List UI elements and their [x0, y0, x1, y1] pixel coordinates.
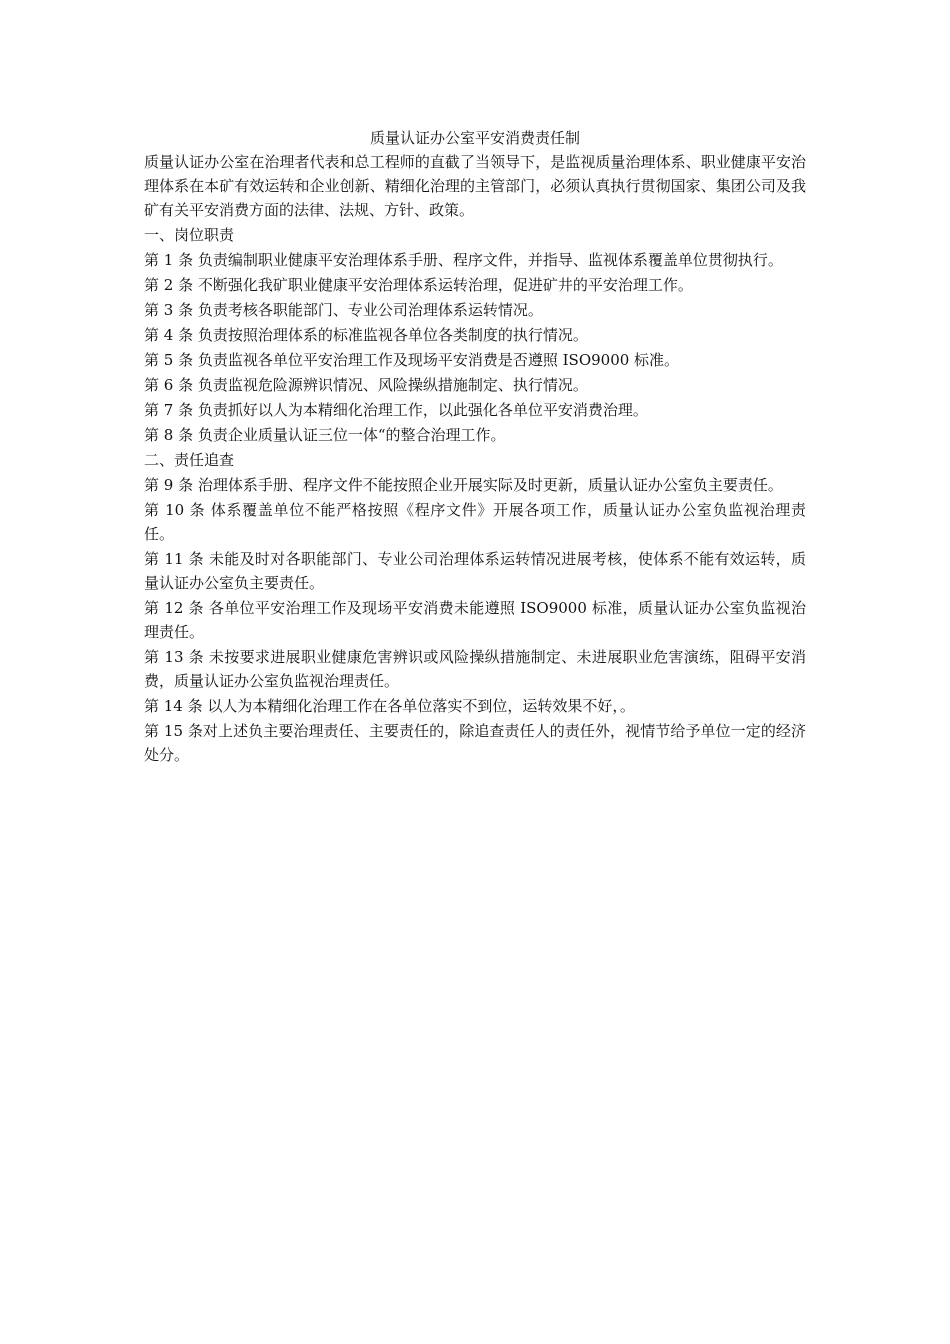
- article-4: 第 4 条 负责按照治理体系的标准监视各单位各类制度的执行情况。: [144, 326, 588, 344]
- document-page: [144, 126, 806, 768]
- article-5: 第 5 条 负责监视各单位平安治理工作及现场平安消费是否遵照 ISO9000 标准。: [144, 351, 680, 369]
- article-1: 第 1 条 负责编制职业健康平安治理体系手册、程序文件，并指导、监视体系覆盖单位贯彻执行。: [144, 251, 783, 269]
- section-heading-duties: 一、岗位职责: [144, 226, 235, 244]
- article-10: 第 10 条 体系覆盖单位不能严格按照《程序文件》开展各项工作，质量认证办公室负监视治理责任。: [144, 501, 806, 543]
- article-11: 第 11 条 未能及时对各职能部门、专业公司治理体系运转情况进展考核，使体系不能有效运转，质量认证办公室负主要责任。: [144, 550, 806, 592]
- section-heading-accountability: 二、责任追查: [144, 451, 235, 469]
- article-15: 第 15 条对上述负主要治理责任、主要责任的，除追查责任人的责任外，视情节给予单位一定的经济处分。: [144, 722, 806, 764]
- article-2: 第 2 条 不断强化我矿职业健康平安治理体系运转治理，促进矿井的平安治理工作。: [144, 276, 693, 294]
- article-13: 第 13 条 未按要求进展职业健康危害辨识或风险操纵措施制定、未进展职业危害演练，阻碍平安消费，质量认证办公室负监视治理责任。: [144, 648, 806, 690]
- article-7: 第 7 条 负责抓好以人为本精细化治理工作，以此强化各单位平安消费治理。: [144, 401, 648, 419]
- intro-paragraph: 质量认证办公室在治理者代表和总工程师的直截了当领导下，是监视质量治理体系、职业健康平安治理体系在本矿有效运转和企业创新、精细化治理的主管部门，必须认真执行贯彻国家、集团公司及我矿有关平安消费方面的法律、法规、方针、政策。: [144, 153, 806, 219]
- article-14: 第 14 条 以人为本精细化治理工作在各单位落实不到位，运转效果不好，。: [144, 697, 635, 715]
- article-3: 第 3 条 负责考核各职能部门、专业公司治理体系运转情况。: [144, 301, 543, 319]
- document-title: 质量认证办公室平安消费责任制: [369, 129, 580, 147]
- article-6: 第 6 条 负责监视危险源辨识情况、风险操纵措施制定、执行情况。: [144, 376, 588, 394]
- article-12: 第 12 条 各单位平安治理工作及现场平安消费未能遵照 ISO9000 标准，质量认证办公室负监视治理责任。: [144, 599, 806, 641]
- article-8: 第 8 条 负责企业质量认证三位一体“的整合治理工作。: [144, 426, 506, 444]
- article-9: 第 9 条 治理体系手册、程序文件不能按照企业开展实际及时更新，质量认证办公室负主要责任。: [144, 476, 783, 494]
